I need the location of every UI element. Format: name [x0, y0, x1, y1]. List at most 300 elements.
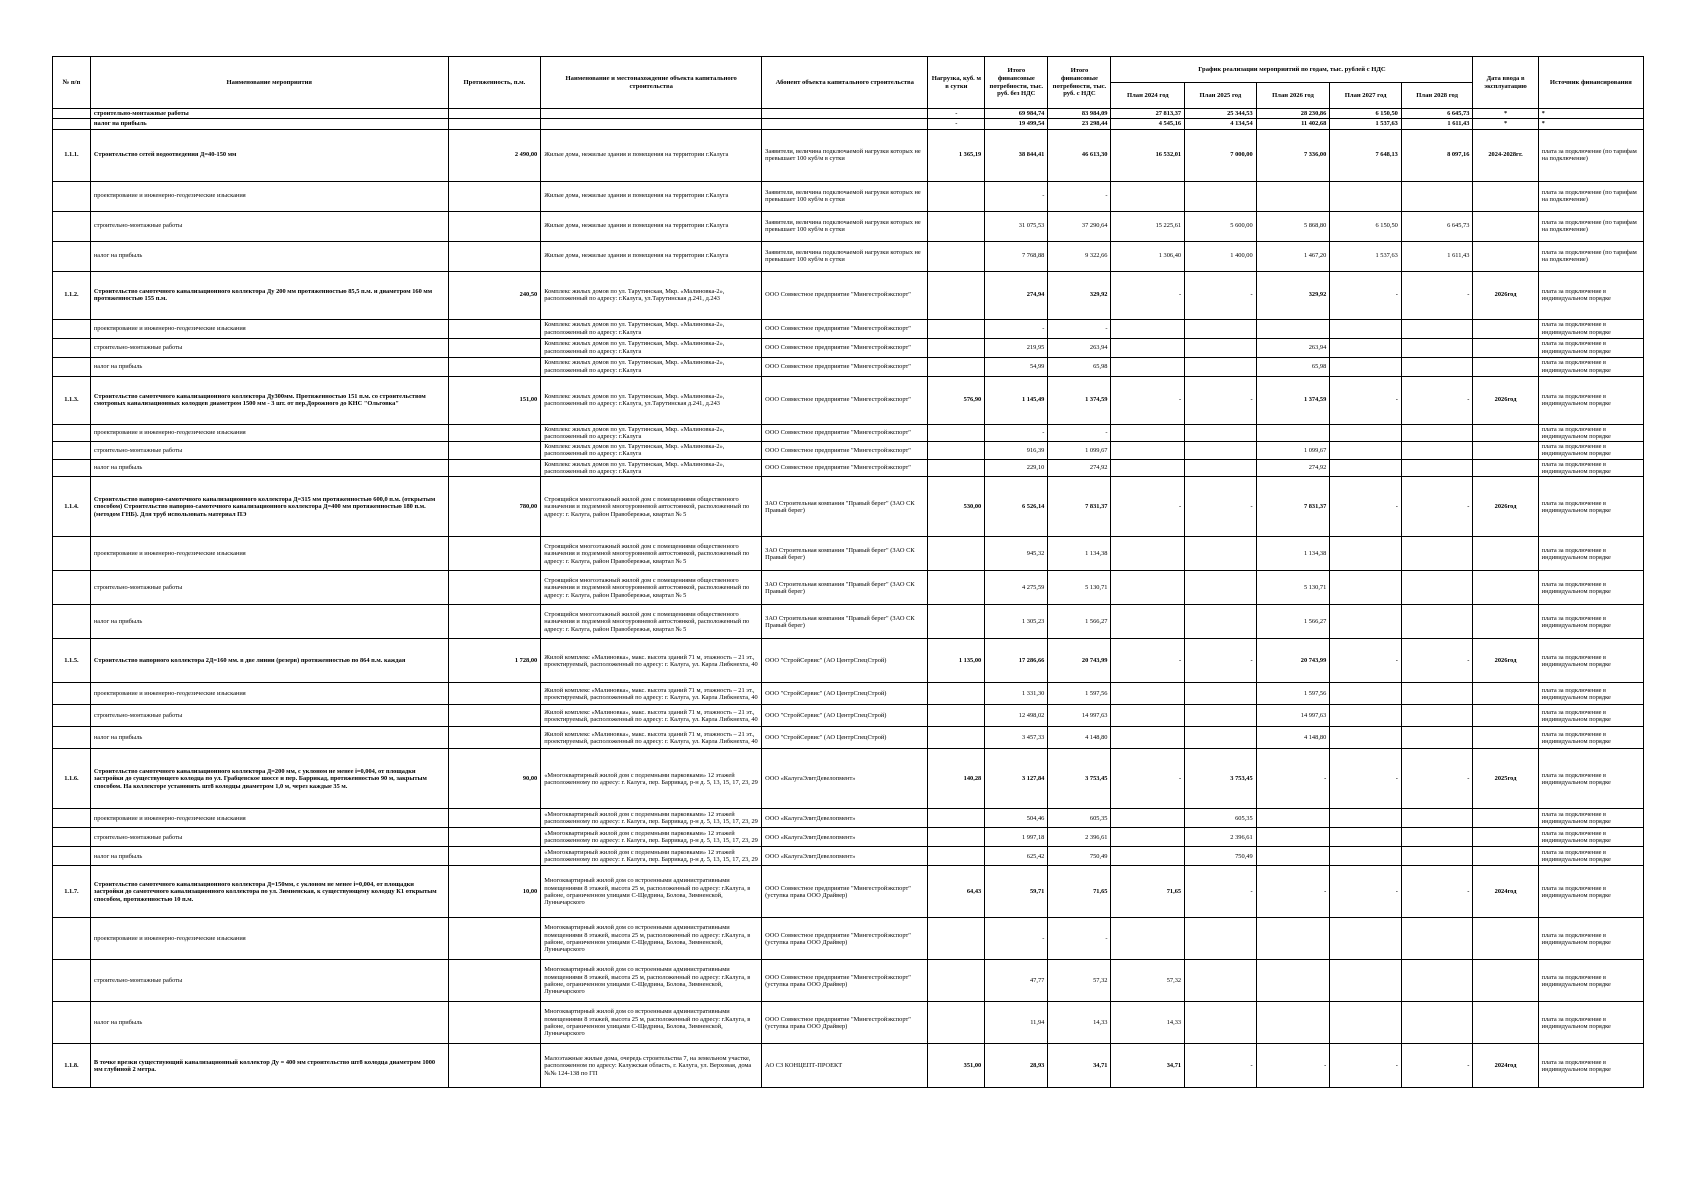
length-cell — [448, 828, 541, 847]
subitem-name: проектирование и инженерно-геодезические изыскания — [90, 918, 448, 960]
subitem-year-value: 1 537,63 — [1330, 241, 1402, 271]
subitem-object: Многоквартирный жилой дом со встроенными административными помещениями 8 этажей, высота 25 м, расположенный по адресу: г.Калуга, в районе, ограниченном улицами С-Щедрина, Болова, Зимненской, Лунначарского — [541, 960, 762, 1002]
subitem-name: налог на прибыль — [90, 357, 448, 376]
project-load: 64,43 — [928, 866, 985, 918]
subitem-vat: 1 566,27 — [1048, 605, 1111, 639]
subitem-row — [53, 1002, 1644, 1044]
subitem-year-value — [1111, 847, 1185, 866]
subitem-year-value — [1185, 571, 1257, 605]
subitem-object: Жилые дома, нежилые здания и помещения на территории г.Калуга — [541, 241, 762, 271]
subitem-source: плата за подключение в индивидуальном порядке — [1538, 683, 1643, 705]
load-cell — [928, 809, 985, 828]
project-year-value: - — [1330, 749, 1402, 809]
subitem-subscriber: Заявители, величина подключаемой нагрузки которых не превышает 100 куб/м в сутки — [762, 181, 928, 211]
project-subscriber: ООО Совместное предприятие "Мингестройэкспорт" — [762, 271, 928, 319]
project-load — [928, 271, 985, 319]
subitem-subscriber: Заявители, величина подключаемой нагрузки которых не превышает 100 куб/м в сутки — [762, 211, 928, 241]
project-year-value: - — [1256, 749, 1330, 809]
subitem-year-value — [1401, 847, 1473, 866]
subitem-year-value — [1185, 683, 1257, 705]
subitem-object: Строящийся многоэтажный жилой дом с помещениями общественного назначения и подземной многоуровневой автостоянкой, расположенный по адресу: г. Калуга, район Правобережья, квартал № 5 — [541, 537, 762, 571]
year-value-cell: 28 230,86 — [1256, 109, 1330, 119]
subitem-subscriber: ООО Совместное предприятие "Мингестройэкспорт" — [762, 459, 928, 477]
subitem-name: строительно-монтажные работы — [90, 705, 448, 727]
subitem-net: 916,39 — [985, 442, 1048, 460]
project-year-value: - — [1185, 271, 1257, 319]
subitem-subscriber: ООО "СтройСервис" (АО ЦентрСпецСтрой) — [762, 705, 928, 727]
subitem-row — [53, 181, 1644, 211]
subitem-source: плата за подключение в индивидуальном порядке — [1538, 459, 1643, 477]
subitem-row — [53, 828, 1644, 847]
project-length: 151,00 — [448, 376, 541, 424]
project-net: 1 145,49 — [985, 376, 1048, 424]
project-year-value: - — [1111, 477, 1185, 537]
length-cell — [448, 960, 541, 1002]
subitem-source: плата за подключение в индивидуальном порядке — [1538, 424, 1643, 442]
load-cell: - — [928, 109, 985, 119]
project-object: Жилой комплекс «Малиновка», макс. высота зданий 71 м, этажность – 21 эт., проектируемый, расположенный по адресу: г. Калуга, ул. Карла Либкнехта, 40 — [541, 639, 762, 683]
length-cell — [448, 727, 541, 749]
project-load: 530,00 — [928, 477, 985, 537]
subitem-year-value — [1185, 1002, 1257, 1044]
subitem-year-value: 1 306,40 — [1111, 241, 1185, 271]
subitem-vat: - — [1048, 319, 1111, 338]
no-cell — [53, 181, 91, 211]
subitem-source: плата за подключение в индивидуальном порядке — [1538, 918, 1643, 960]
year-value-cell: 1 537,63 — [1330, 119, 1402, 129]
year-value-cell: 4 134,54 — [1185, 119, 1257, 129]
subitem-year-value — [1111, 424, 1185, 442]
length-cell — [448, 809, 541, 828]
no-cell — [53, 241, 91, 271]
length-cell — [448, 705, 541, 727]
project-vat: 34,71 — [1048, 1044, 1111, 1088]
subitem-net: 1 305,23 — [985, 605, 1048, 639]
project-subscriber: ООО Совместное предприятие "Мингестройэкспорт" — [762, 376, 928, 424]
load-cell — [928, 424, 985, 442]
object-cell — [541, 109, 762, 119]
project-year-value: - — [1330, 376, 1402, 424]
subitem-year-value — [1185, 338, 1257, 357]
subitem-year-value: 750,49 — [1185, 847, 1257, 866]
subitem-row — [53, 847, 1644, 866]
subitem-subscriber: ООО Совместное предприятие "Мингестройэкспорт" (уступка права ООО Драйвер) — [762, 1002, 928, 1044]
project-year-value: - — [1256, 1044, 1330, 1088]
project-year-value: - — [1111, 376, 1185, 424]
subitem-name: проектирование и инженерно-геодезические изыскания — [90, 319, 448, 338]
project-length: 10,00 — [448, 866, 541, 918]
subitem-year-value — [1111, 442, 1185, 460]
date-cell — [1473, 319, 1538, 338]
project-source: плата за подключение в индивидуальном порядке — [1538, 866, 1643, 918]
subitem-year-value: 57,32 — [1111, 960, 1185, 1002]
project-vat: 7 831,37 — [1048, 477, 1111, 537]
project-net: 28,93 — [985, 1044, 1048, 1088]
load-cell — [928, 241, 985, 271]
year-value-cell: 4 545,16 — [1111, 119, 1185, 129]
net-cell: 19 499,54 — [985, 119, 1048, 129]
subitem-source: плата за подключение (по тарифам на подключение) — [1538, 181, 1643, 211]
subitem-net: 31 075,53 — [985, 211, 1048, 241]
subitem-vat: 1 134,38 — [1048, 537, 1111, 571]
project-vat: 3 753,45 — [1048, 749, 1111, 809]
col-year: План 2026 год — [1256, 83, 1330, 109]
subitem-year-value: 605,35 — [1185, 809, 1257, 828]
no-cell — [53, 424, 91, 442]
no-cell — [53, 683, 91, 705]
object-cell — [541, 119, 762, 129]
project-vat: 46 613,30 — [1048, 129, 1111, 181]
subitem-year-value — [1401, 605, 1473, 639]
subitem-net: 1 331,30 — [985, 683, 1048, 705]
load-cell — [928, 357, 985, 376]
subitem-name: строительно-монтажные работы — [90, 338, 448, 357]
project-year-value: - — [1401, 376, 1473, 424]
subitem-year-value — [1256, 960, 1330, 1002]
project-year-value: - — [1185, 1044, 1257, 1088]
project-source: плата за подключение (по тарифам на подключение) — [1538, 129, 1643, 181]
subitem-vat: 274,92 — [1048, 459, 1111, 477]
project-date: 2026год — [1473, 639, 1538, 683]
subitem-net: 4 275,59 — [985, 571, 1048, 605]
subitem-year-value — [1185, 960, 1257, 1002]
no-cell — [53, 119, 91, 129]
year-value-cell: 6 150,50 — [1330, 109, 1402, 119]
date-cell — [1473, 847, 1538, 866]
subitem-vat: 5 130,71 — [1048, 571, 1111, 605]
subitem-year-value — [1185, 181, 1257, 211]
project-row — [53, 271, 1644, 319]
project-row — [53, 749, 1644, 809]
load-cell — [928, 847, 985, 866]
subitem-year-value — [1256, 319, 1330, 338]
subitem-subscriber: ООО Совместное предприятие "Мингестройэкспорт" (уступка права ООО Драйвер) — [762, 960, 928, 1002]
project-year-value: 34,71 — [1111, 1044, 1185, 1088]
subitem-year-value: 1 611,43 — [1401, 241, 1473, 271]
subitem-year-value — [1111, 537, 1185, 571]
project-year-value: 1 374,59 — [1256, 376, 1330, 424]
subitem-object: Жилой комплекс «Малиновка», макс. высота зданий 71 м, этажность – 21 эт., проектируемый, расположенный по адресу: г. Калуга, ул. Карла Либкнехта, 40 — [541, 683, 762, 705]
project-row — [53, 639, 1644, 683]
subitem-object: «Многоквартирный жилой дом с подземными парковками» 12 этажей расположенному по адресу: г. Калуга, пер. Баррикад, р-н д. 5, 13, 15, 17, 23, 29 — [541, 847, 762, 866]
subitem-year-value: 2 396,61 — [1185, 828, 1257, 847]
subitem-source: плата за подключение в индивидуальном порядке — [1538, 442, 1643, 460]
subitem-vat: 57,32 — [1048, 960, 1111, 1002]
no-cell — [53, 918, 91, 960]
no-cell — [53, 1002, 91, 1044]
no-cell — [53, 960, 91, 1002]
no-cell — [53, 319, 91, 338]
subitem-net: 1 997,18 — [985, 828, 1048, 847]
subitem-object: Комплекс жилых домов по ул. Тарутинская, Мкр. «Малиновка-2», расположенный по адресу: г.Калуга — [541, 338, 762, 357]
subitem-vat: 1 099,67 — [1048, 442, 1111, 460]
net-cell: 69 984,74 — [985, 109, 1048, 119]
subitem-subscriber: ООО Совместное предприятие "Мингестройэкспорт" — [762, 357, 928, 376]
project-source: плата за подключение в индивидуальном порядке — [1538, 749, 1643, 809]
subitem-name: проектирование и инженерно-геодезические изыскания — [90, 181, 448, 211]
subitem-year-value — [1330, 828, 1402, 847]
subitem-object: Жилой комплекс «Малиновка», макс. высота зданий 71 м, этажность – 21 эт., проектируемый, расположенный по адресу: г. Калуга, ул. Карла Либкнехта, 40 — [541, 705, 762, 727]
project-length: 780,00 — [448, 477, 541, 537]
project-name: Строительство сетей водоотведения Д=40-150 мм — [90, 129, 448, 181]
subitem-row — [53, 705, 1644, 727]
col-schedule: График реализации мероприятий по годам, тыс. рублей с НДС — [1111, 57, 1473, 83]
subitem-name: строительно-монтажные работы — [90, 211, 448, 241]
subitem-year-value: 274,92 — [1256, 459, 1330, 477]
project-object: Малоэтажные жилые дома, очередь строительства 7, на земельном участке, расположенном по адресу: Калужская область, г. Калуга, ул. Верховая, дома №№ 124-138 по ГП — [541, 1044, 762, 1088]
subitem-year-value: 263,94 — [1256, 338, 1330, 357]
subitem-vat: - — [1048, 181, 1111, 211]
date-cell — [1473, 705, 1538, 727]
project-year-value: 329,92 — [1256, 271, 1330, 319]
load-cell — [928, 828, 985, 847]
no-cell — [53, 605, 91, 639]
project-object: Строящийся многоэтажный жилой дом с помещениями общественного назначения и подземной многоуровневой автостоянкой, расположенный по адресу: г. Калуга, район Правобережья, квартал № 5 — [541, 477, 762, 537]
subitem-source: плата за подключение в индивидуальном порядке — [1538, 847, 1643, 866]
project-year-value: - — [1185, 477, 1257, 537]
date-cell — [1473, 442, 1538, 460]
summary-row — [53, 109, 1644, 119]
length-cell — [448, 211, 541, 241]
subitem-object: Многоквартирный жилой дом со встроенными административными помещениями 8 этажей, высота 25 м, расположенный по адресу: г.Калуга, в районе, ограниченном улицами С-Щедрина, Болова, Зимненской, Лунначарского — [541, 1002, 762, 1044]
subitem-row — [53, 683, 1644, 705]
subitem-row — [53, 809, 1644, 828]
subitem-net: - — [985, 424, 1048, 442]
subitem-year-value — [1111, 459, 1185, 477]
project-year-value: - — [1111, 639, 1185, 683]
subitem-object: Комплекс жилых домов по ул. Тарутинская, Мкр. «Малиновка-2», расположенный по адресу: г.Калуга — [541, 319, 762, 338]
project-year-value: - — [1401, 1044, 1473, 1088]
col-need-net: Итого финансовые потребности, тыс. руб. без НДС — [985, 57, 1048, 109]
project-year-value: - — [1330, 866, 1402, 918]
subitem-object: Жилые дома, нежилые здания и помещения на территории г.Калуга — [541, 181, 762, 211]
project-subscriber: ООО "СтройСервис" (АО ЦентрСпецСтрой) — [762, 639, 928, 683]
subitem-year-value — [1185, 319, 1257, 338]
subitem-year-value — [1185, 459, 1257, 477]
subitem-subscriber: ООО Совместное предприятие "Мингестройэкспорт" — [762, 424, 928, 442]
subitem-year-value — [1256, 809, 1330, 828]
length-cell — [448, 357, 541, 376]
subitem-row — [53, 241, 1644, 271]
date-cell — [1473, 211, 1538, 241]
length-cell — [448, 459, 541, 477]
load-cell — [928, 683, 985, 705]
date-cell — [1473, 571, 1538, 605]
date-cell — [1473, 960, 1538, 1002]
investment-table — [52, 56, 1644, 1088]
subitem-year-value — [1256, 918, 1330, 960]
subitem-year-value — [1330, 683, 1402, 705]
col-object: Наименование и местонахождение объекта капитального строительства — [541, 57, 762, 109]
project-date: 2025год — [1473, 749, 1538, 809]
project-vat: 20 743,99 — [1048, 639, 1111, 683]
subitem-year-value — [1401, 1002, 1473, 1044]
project-row — [53, 477, 1644, 537]
date-cell — [1473, 918, 1538, 960]
subitem-vat: 14,33 — [1048, 1002, 1111, 1044]
subitem-name: проектирование и инженерно-геодезические изыскания — [90, 424, 448, 442]
no-cell — [53, 537, 91, 571]
project-number: 1.1.6. — [53, 749, 91, 809]
date-cell — [1473, 181, 1538, 211]
no-cell — [53, 705, 91, 727]
subitem-row — [53, 605, 1644, 639]
project-load: 576,90 — [928, 376, 985, 424]
subitem-name: строительно-монтажные работы — [90, 960, 448, 1002]
subitem-year-value — [1401, 683, 1473, 705]
subitem-net: 47,77 — [985, 960, 1048, 1002]
subitem-year-value — [1185, 357, 1257, 376]
project-source: плата за подключение в индивидуальном порядке — [1538, 477, 1643, 537]
col-length: Протяженность, п.м. — [448, 57, 541, 109]
subitem-row — [53, 459, 1644, 477]
summary-row — [53, 119, 1644, 129]
subitem-year-value: 4 148,80 — [1256, 727, 1330, 749]
subitem-year-value — [1330, 571, 1402, 605]
date-cell — [1473, 338, 1538, 357]
load-cell — [928, 918, 985, 960]
project-number: 1.1.3. — [53, 376, 91, 424]
length-cell — [448, 424, 541, 442]
subitem-year-value: 14,33 — [1111, 1002, 1185, 1044]
subitem-vat: 1 597,56 — [1048, 683, 1111, 705]
length-cell — [448, 918, 541, 960]
no-cell — [53, 571, 91, 605]
measure-cell: налог на прибыль — [90, 119, 448, 129]
project-year-value: - — [1111, 271, 1185, 319]
subitem-year-value — [1401, 442, 1473, 460]
subitem-year-value — [1111, 918, 1185, 960]
date-cell — [1473, 828, 1538, 847]
subitem-year-value — [1185, 424, 1257, 442]
subitem-year-value — [1111, 605, 1185, 639]
subitem-year-value — [1330, 918, 1402, 960]
project-year-value: 16 532,01 — [1111, 129, 1185, 181]
date-cell — [1473, 809, 1538, 828]
project-name: В точке врезки существующий канализационный коллектор Ду = 400 мм строительство шт8 колодца диаметром 1000 мм глубиной 2 метра. — [90, 1044, 448, 1088]
project-year-value: - — [1330, 1044, 1402, 1088]
subitem-net: 945,32 — [985, 537, 1048, 571]
subitem-year-value — [1185, 727, 1257, 749]
project-number: 1.1.4. — [53, 477, 91, 537]
source-cell: * — [1538, 109, 1643, 119]
subitem-year-value: 65,98 — [1256, 357, 1330, 376]
subitem-source: плата за подключение в индивидуальном порядке — [1538, 705, 1643, 727]
subitem-year-value — [1401, 357, 1473, 376]
subitem-year-value — [1401, 705, 1473, 727]
subitem-source: плата за подключение (по тарифам на подключение) — [1538, 211, 1643, 241]
subitem-row — [53, 537, 1644, 571]
project-length — [448, 1044, 541, 1088]
project-source: плата за подключение в индивидуальном порядке — [1538, 639, 1643, 683]
load-cell — [928, 319, 985, 338]
subitem-year-value: 1 597,56 — [1256, 683, 1330, 705]
project-name: Строительство самотечного канализационного коллектора Ду 200 мм протяженностью 85,5 п.м. и диаметром 160 мм протяженностью 155 п.м. — [90, 271, 448, 319]
subitem-name: налог на прибыль — [90, 1002, 448, 1044]
project-year-value: 7 336,00 — [1256, 129, 1330, 181]
project-vat: 71,65 — [1048, 866, 1111, 918]
no-cell — [53, 357, 91, 376]
date-cell — [1473, 424, 1538, 442]
subitem-year-value — [1111, 181, 1185, 211]
date-cell — [1473, 537, 1538, 571]
subitem-year-value: 5 600,00 — [1185, 211, 1257, 241]
year-value-cell: 1 611,43 — [1401, 119, 1473, 129]
subitem-vat: 750,49 — [1048, 847, 1111, 866]
subitem-year-value — [1111, 809, 1185, 828]
project-subscriber: ООО «КалугаЭлитДевелопмент» — [762, 749, 928, 809]
subitem-net: 504,46 — [985, 809, 1048, 828]
date-cell — [1473, 357, 1538, 376]
subitem-year-value — [1401, 571, 1473, 605]
load-cell — [928, 338, 985, 357]
subitem-object: Строящийся многоэтажный жилой дом с помещениями общественного назначения и подземной многоуровневой автостоянкой, расположенный по адресу: г. Калуга, район Правобережья, квартал № 5 — [541, 571, 762, 605]
project-length: 2 490,00 — [448, 129, 541, 181]
subitem-name: налог на прибыль — [90, 459, 448, 477]
project-row — [53, 376, 1644, 424]
subitem-name: налог на прибыль — [90, 847, 448, 866]
project-source: плата за подключение в индивидуальном порядке — [1538, 376, 1643, 424]
subitem-year-value — [1330, 181, 1402, 211]
no-cell — [53, 109, 91, 119]
project-number: 1.1.5. — [53, 639, 91, 683]
subitem-source: плата за подключение в индивидуальном порядке — [1538, 727, 1643, 749]
subitem-subscriber: ЗАО Строительная компания "Правый берег" (ЗАО СК Правый берег) — [762, 537, 928, 571]
col-year: План 2024 год — [1111, 83, 1185, 109]
subitem-year-value — [1330, 319, 1402, 338]
project-load: 351,00 — [928, 1044, 985, 1088]
subitem-net: - — [985, 319, 1048, 338]
length-cell — [448, 338, 541, 357]
col-no: № п/п — [53, 57, 91, 109]
subitem-year-value — [1111, 705, 1185, 727]
subitem-year-value — [1256, 828, 1330, 847]
subitem-year-value — [1401, 828, 1473, 847]
project-subscriber: ЗАО Строительная компания "Правый берег" (ЗАО СК Правый берег) — [762, 477, 928, 537]
subitem-vat: - — [1048, 424, 1111, 442]
load-cell — [928, 442, 985, 460]
load-cell — [928, 181, 985, 211]
project-year-value: - — [1401, 749, 1473, 809]
project-object: Комплекс жилых домов по ул. Тарутинская, Мкр. «Малиновка-2», расположенный по адресу: г.Калуга, ул.Тарутинская д.241, д.243 — [541, 271, 762, 319]
load-cell — [928, 727, 985, 749]
subitem-year-value — [1330, 1002, 1402, 1044]
subitem-net: 3 457,33 — [985, 727, 1048, 749]
subitem-object: Комплекс жилых домов по ул. Тарутинская, Мкр. «Малиновка-2», расположенный по адресу: г.Калуга — [541, 357, 762, 376]
length-cell — [448, 605, 541, 639]
subitem-row — [53, 357, 1644, 376]
subitem-net: 625,42 — [985, 847, 1048, 866]
load-cell: - — [928, 119, 985, 129]
project-net: 38 844,41 — [985, 129, 1048, 181]
subitem-net: 11,94 — [985, 1002, 1048, 1044]
project-name: Строительство напорного коллектора 2Д=160 мм. в две линии (резерв) протяженностью по 864 п.м. каждая — [90, 639, 448, 683]
project-year-value: - — [1330, 271, 1402, 319]
subitem-year-value — [1401, 338, 1473, 357]
subitem-year-value — [1330, 442, 1402, 460]
col-year: План 2028 год — [1401, 83, 1473, 109]
subitem-year-value — [1401, 960, 1473, 1002]
date-cell — [1473, 459, 1538, 477]
subitem-source: плата за подключение в индивидуальном порядке — [1538, 828, 1643, 847]
project-number: 1.1.7. — [53, 866, 91, 918]
load-cell — [928, 1002, 985, 1044]
subitem-year-value: 1 566,27 — [1256, 605, 1330, 639]
project-subscriber: Заявители, величина подключаемой нагрузки которых не превышает 100 куб/м в сутки — [762, 129, 928, 181]
project-vat: 1 374,59 — [1048, 376, 1111, 424]
project-year-value: 20 743,99 — [1256, 639, 1330, 683]
subitem-vat: 9 322,66 — [1048, 241, 1111, 271]
